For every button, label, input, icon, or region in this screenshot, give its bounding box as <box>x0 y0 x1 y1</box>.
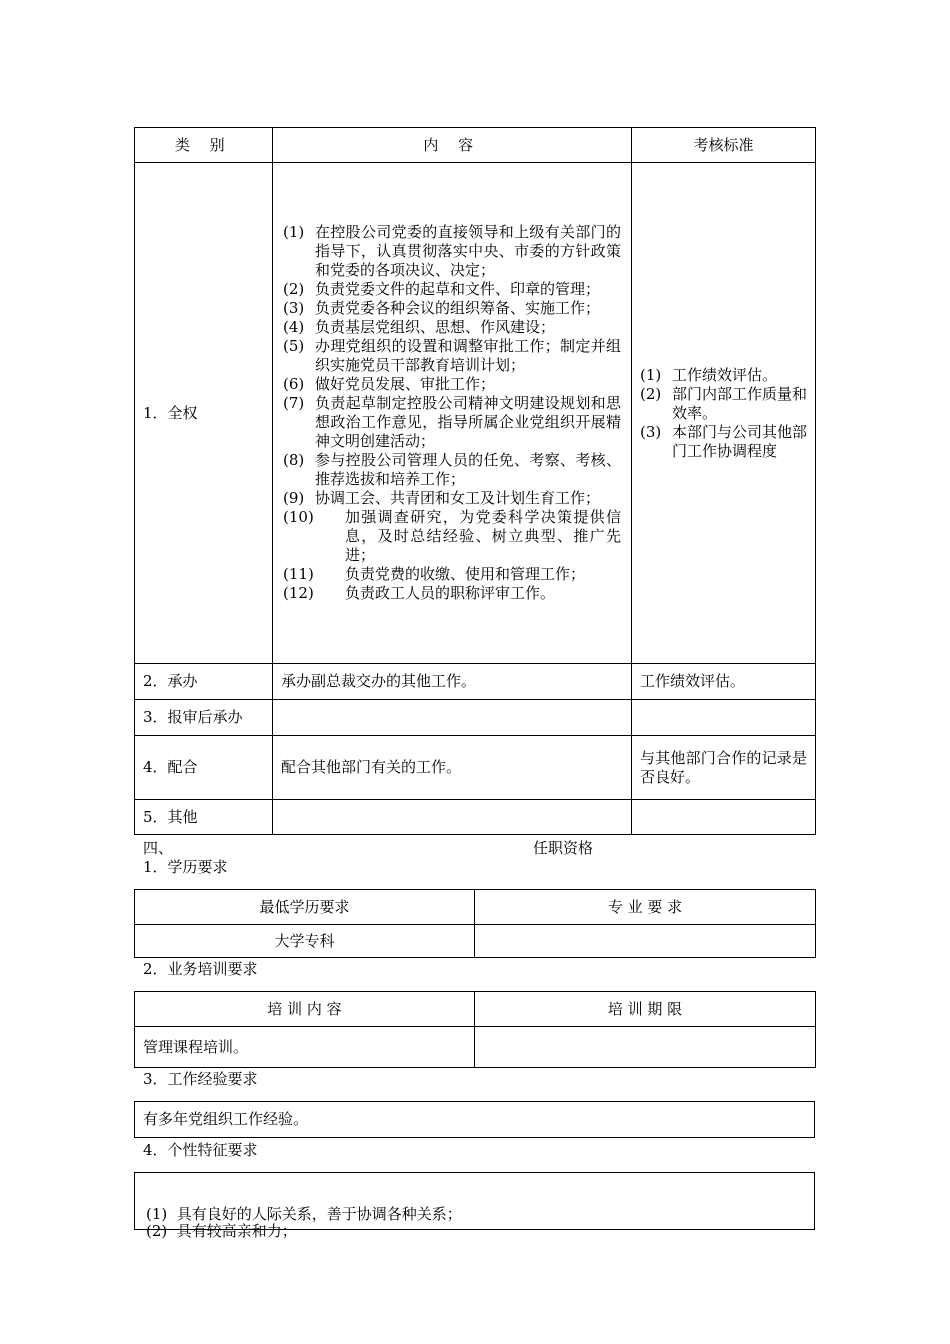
personality-item-num: (2) <box>146 1222 168 1240</box>
row-standard: 工作绩效评估。 <box>632 664 816 700</box>
row-standard <box>632 800 816 835</box>
list-item <box>283 280 621 299</box>
list-item-num: (11) <box>283 565 314 583</box>
list-item <box>283 451 621 489</box>
row-standard: 与其他部门合作的记录是否良好。 <box>632 736 816 800</box>
list-item-text: 负责党委文件的起草和文件、印章的管理； <box>315 280 601 298</box>
list-item <box>283 565 621 584</box>
personality-item <box>146 1222 297 1241</box>
list-item <box>283 223 621 280</box>
list-item-num: (6) <box>283 375 305 393</box>
list-item-num: (9) <box>283 489 305 507</box>
list-item-text: 负责政工人员的职称评审工作。 <box>345 584 556 602</box>
table-row <box>135 800 816 835</box>
table-row <box>135 163 816 664</box>
header-category: 类 别 <box>135 128 273 163</box>
training-heading: 2．业务培训要求 <box>143 960 258 978</box>
table-row <box>135 664 816 700</box>
list-item-text: 负责基层党组织、思想、作风建设； <box>315 318 556 336</box>
list-item <box>283 299 621 318</box>
list-item-text: 在控股公司党委的直接领导和上级有关部门的指导下，认真贯彻落实中央、市委的方针政策和党委的各项决议、决定； <box>315 223 621 279</box>
row-category: 1．全权 <box>135 163 273 664</box>
list-item-num: (4) <box>283 318 305 336</box>
row-content <box>273 800 632 835</box>
training-period-value <box>475 1027 816 1068</box>
section-prefix: 四、 <box>143 839 174 857</box>
experience-heading: 3．工作经验要求 <box>143 1070 258 1088</box>
list-item <box>283 508 621 565</box>
row-category: 3．报审后承办 <box>135 700 273 736</box>
row-content: 配合其他部门有关的工作。 <box>273 736 632 800</box>
education-header-level: 最低学历要求 <box>135 890 475 925</box>
list-item-text: 工作绩效评估。 <box>672 365 778 384</box>
education-major-value <box>475 925 816 958</box>
list-item-text: 本部门与公司其他部门工作协调程度 <box>672 422 808 460</box>
list-item <box>283 489 621 508</box>
row-content <box>273 163 632 664</box>
list-item-num: (10) <box>283 508 314 526</box>
row-category: 5．其他 <box>135 800 273 835</box>
list-item-num: (3) <box>283 299 305 317</box>
training-header-period: 培 训 期 限 <box>475 992 816 1027</box>
standard-list <box>640 366 807 461</box>
list-item-text: 做好党员发展、审批工作； <box>315 375 496 393</box>
list-item <box>640 385 807 423</box>
list-item-text: 加强调查研究，为党委科学决策提供信息，及时总结经验、树立典型、推广先进； <box>345 508 621 564</box>
table-row <box>135 700 816 736</box>
experience-table <box>134 1101 815 1138</box>
training-table <box>134 991 816 1068</box>
list-item-text: 负责党委各种会议的组织筹备、实施工作； <box>315 299 601 317</box>
list-item-text: 部门内部工作质量和效率。 <box>672 384 808 422</box>
education-table <box>134 889 816 958</box>
list-item-num: (2) <box>283 280 305 298</box>
list-item-num: (5) <box>283 337 305 355</box>
content-list <box>283 223 621 603</box>
list-item <box>283 337 621 375</box>
list-item <box>283 318 621 337</box>
personality-item-num: (1) <box>146 1205 168 1223</box>
list-item-text: 办理党组织的设置和调整审批工作；制定并组织实施党员干部教育培训计划； <box>315 337 621 374</box>
list-item-num: (2) <box>640 384 662 403</box>
list-item <box>640 366 807 385</box>
row-content <box>273 700 632 736</box>
list-item-num: (1) <box>640 365 662 384</box>
education-heading: 1．学历要求 <box>143 858 228 876</box>
education-header-major: 专 业 要 求 <box>475 890 816 925</box>
list-item-num: (1) <box>283 223 305 241</box>
education-level-value: 大学专科 <box>135 925 475 958</box>
section-title: 任职资格 <box>533 839 594 857</box>
row-category: 2．承办 <box>135 664 273 700</box>
list-item-num: (3) <box>640 422 662 441</box>
table-header-row <box>135 128 816 163</box>
personality-item-text: 具有良好的人际关系，善于协调各种关系； <box>176 1205 462 1223</box>
list-item-num: (12) <box>283 584 314 602</box>
row-standard <box>632 163 816 664</box>
table-row <box>135 736 816 800</box>
list-item <box>640 423 807 461</box>
list-item-text: 协调工会、共青团和女工及计划生育工作； <box>315 489 601 507</box>
header-content: 内 容 <box>273 128 632 163</box>
list-item-text: 负责起草制定控股公司精神文明建设规划和思想政治工作意见，指导所属企业党组织开展精神文明创建活动； <box>315 394 621 450</box>
personality-item-text: 具有较高亲和力； <box>176 1222 297 1240</box>
list-item <box>283 375 621 394</box>
list-item-num: (7) <box>283 394 305 412</box>
header-standard: 考核标准 <box>632 128 816 163</box>
list-item <box>283 394 621 451</box>
list-item <box>283 584 621 603</box>
row-standard <box>632 700 816 736</box>
list-item-text: 负责党费的收缴、使用和管理工作； <box>345 565 586 583</box>
training-content-value: 管理课程培训。 <box>135 1027 475 1068</box>
list-item-text: 参与控股公司管理人员的任免、考察、考核、推荐选拔和培养工作； <box>315 451 621 488</box>
training-header-content: 培 训 内 容 <box>135 992 475 1027</box>
experience-value: 有多年党组织工作经验。 <box>135 1102 815 1138</box>
duty-table <box>134 127 816 835</box>
row-content: 承办副总裁交办的其他工作。 <box>273 664 632 700</box>
personality-heading: 4．个性特征要求 <box>143 1141 258 1159</box>
row-category: 4．配合 <box>135 736 273 800</box>
list-item-num: (8) <box>283 451 305 469</box>
